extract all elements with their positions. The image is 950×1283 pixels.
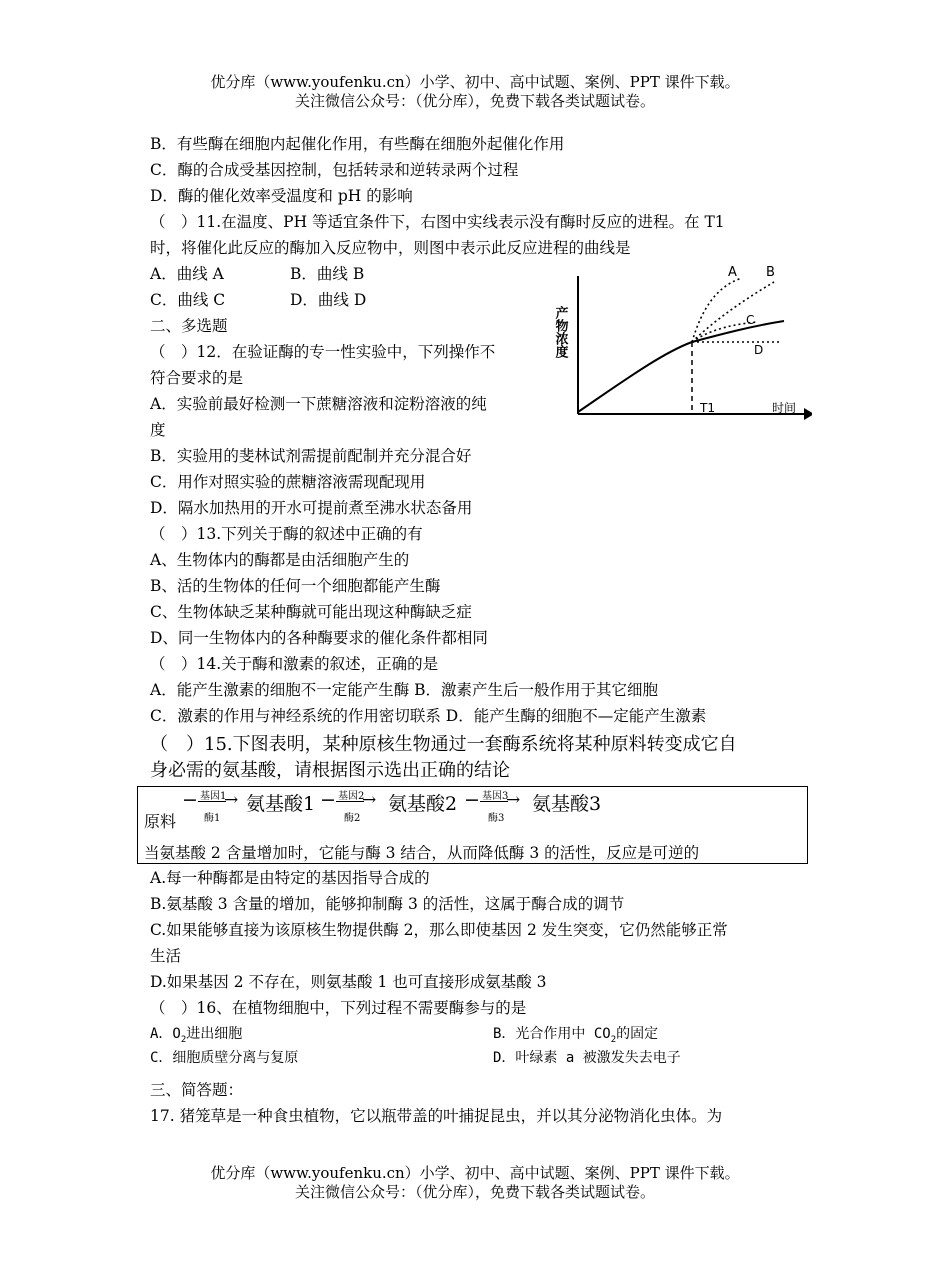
q13-option-b: B、活的生物体的任何一个细胞都能产生酶: [150, 577, 441, 595]
footer-line-2: 关注微信公众号：（优分库），免费下载各类试题试卷。: [294, 1183, 655, 1201]
x-axis-label: 时间: [772, 401, 797, 415]
q15-stem-2: 身必需的氨基酸，请根据图示选出正确的结论: [150, 760, 510, 781]
q13-option-a: A、生物体内的酶都是由活细胞产生的: [150, 551, 410, 569]
y-axis-label: 产物浓度: [552, 306, 568, 358]
q14-stem: （ ）14.关于酶和激素的叙述，正确的是: [150, 655, 439, 673]
q13-option-d: D、同一生物体内的各种酶要求的催化条件都相同: [150, 629, 488, 647]
q15-stem-1: （ ）15.下图表明，某种原核生物通过一套酶系统将某种原料转变成它自: [150, 734, 737, 755]
arrow-2-shaft: [336, 801, 364, 802]
q15-option-a: A.每一种酶都是由特定的基因指导合成的: [150, 869, 430, 887]
q16-option-a-post: 进出细胞: [186, 1026, 243, 1042]
q12-option-d: D．隔水加热用的开水可提前煮至沸水状态备用: [150, 499, 473, 517]
q15-option-b: B.氨基酸 3 含量的增加，能够抑制酶 3 的活性，这属于酶合成的调节: [150, 895, 625, 913]
q14-options-ab: A．能产生激素的细胞不一定能产生酶 B．激素产生后一般作用于其它细胞: [150, 681, 659, 699]
q15-option-d: D.如果基因 2 不存在，则氨基酸 1 也可直接形成氨基酸 3: [150, 973, 547, 991]
q15-option-c-2: 生活: [150, 947, 182, 965]
q14-options-cd: C．激素的作用与神经系统的作用密切联系 D．能产生酶的细胞不—定能产生激素: [150, 707, 707, 725]
gene-2-label: 基因2: [338, 791, 365, 802]
pathway-dash-3: −: [464, 789, 480, 811]
q12-option-a-2: 度: [150, 421, 166, 439]
q12-option-c: C．用作对照实验的蔗糖溶液需现配现用: [150, 473, 426, 491]
q12-stem-2: 符合要求的是: [150, 369, 244, 387]
q16-option-b-sub: 2: [610, 1034, 617, 1045]
q10-option-b: B．有些酶在细胞内起催化作用，有些酶在细胞外起催化作用: [150, 135, 565, 153]
q10-option-c: C．酶的合成受基因控制，包括转录和逆转录两个过程: [150, 161, 519, 179]
enzyme-2-label: 酶2: [344, 813, 361, 824]
enzyme-3-label: 酶3: [488, 813, 505, 824]
arrow-2-head: →: [362, 790, 377, 810]
curve-label-c: C: [746, 313, 755, 327]
q11-option-a: A．曲线 A: [150, 265, 224, 283]
q16-option-b-pre: B．光合作用中 CO: [493, 1026, 611, 1042]
q13-option-c: C、生物体缺乏某种酶就可能出现这种酶缺乏症: [150, 603, 472, 621]
arrow-1-head: →: [224, 790, 239, 810]
curve-no-enzyme: [578, 321, 784, 412]
q16-option-c: C．细胞质壁分离与复原: [150, 1050, 299, 1066]
q16-option-d: D．叶绿素 a 被激发失去电子: [493, 1050, 681, 1066]
q16-option-a-sub: 2: [180, 1034, 187, 1045]
q11-stem-1: （ ）11.在温度、PH 等适宜条件下，右图中实线表示没有酶时反应的进程。在 T1: [150, 213, 725, 231]
q13-stem: （ ）13.下列关于酶的叙述中正确的有: [150, 525, 423, 543]
q12-stem-1: （ ）12．在验证酶的专一性实验中，下列操作不: [150, 343, 496, 361]
section-3-heading: 三、简答题：: [150, 1081, 244, 1099]
q16-option-b-post: 的固定: [616, 1026, 659, 1042]
q16-option-a-pre: A．O: [150, 1026, 181, 1042]
gene-3-label: 基因3: [482, 791, 509, 802]
arrow-1-shaft: [198, 801, 226, 802]
arrow-3-head: →: [506, 790, 521, 810]
q17-stem: 17. 猪笼草是一种食虫植物，它以瓶带盖的叶捕捉昆虫，并以其分泌物消化虫体。为: [150, 1107, 723, 1125]
curve-label-a: A: [728, 265, 737, 280]
curve-label-b: B: [766, 265, 775, 280]
curve-a: [692, 278, 742, 342]
raw-material-label: 原料: [144, 812, 177, 831]
q11-option-b: B．曲线 B: [290, 265, 365, 283]
q12-option-a-1: A．实验前最好检测一下蔗糖溶液和淀粉溶液的纯: [150, 395, 487, 413]
curve-label-d: D: [754, 343, 764, 357]
amino-acid-2: 氨基酸2: [388, 793, 458, 815]
header-line-2: 关注微信公众号：（优分库），免费下载各类试题试卷。: [294, 92, 655, 110]
x-axis-arrow: [804, 408, 812, 420]
q12-option-b: B．实验用的斐林试剂需提前配制并充分混合好: [150, 447, 472, 465]
t1-label: T1: [700, 401, 715, 415]
q16-stem: （ ）16、在植物细胞中，下列过程不需要酶参与的是: [150, 999, 527, 1017]
header-line-1: 优分库（www.youfenku.cn）小学、初中、高中试题、案例、PPT 课件下载。: [210, 73, 740, 91]
q10-option-d: D．酶的催化效率受温度和 pH 的影响: [150, 187, 413, 205]
enzyme-1-label: 酶1: [204, 813, 221, 824]
pathway-dash-1: −: [182, 789, 198, 811]
q16-option-a: [150, 1024, 242, 1050]
amino-acid-1: 氨基酸1: [246, 793, 316, 815]
q11-stem-2: 时，将催化此反应的酶加入反应物中，则图中表示此反应进程的曲线是: [150, 239, 631, 257]
q16-option-b: [493, 1024, 658, 1050]
section-2-heading: 二、多选题: [150, 317, 228, 335]
footer-line-1: 优分库（www.youfenku.cn）小学、初中、高中试题、案例、PPT 课件下载。: [210, 1164, 740, 1182]
arrow-3-shaft: [480, 801, 508, 802]
pathway-note: 当氨基酸 2 含量增加时，它能与酶 3 结合，从而降低酶 3 的活性，反应是可逆的: [144, 844, 700, 862]
q15-option-c-1: C.如果能够直接为该原核生物提供酶 2，那么即使基因 2 发生突变，它仍然能够正常: [150, 921, 728, 939]
pathway-box: [137, 786, 808, 864]
q11-option-c: C．曲线 C: [150, 291, 226, 309]
reaction-progress-chart: [552, 258, 812, 430]
pathway-dash-2: −: [320, 789, 336, 811]
amino-acid-3: 氨基酸3: [532, 793, 602, 815]
q11-option-d: D．曲线 D: [290, 291, 367, 309]
curve-b: [692, 282, 774, 342]
gene-1-label: 基因1: [200, 791, 227, 802]
